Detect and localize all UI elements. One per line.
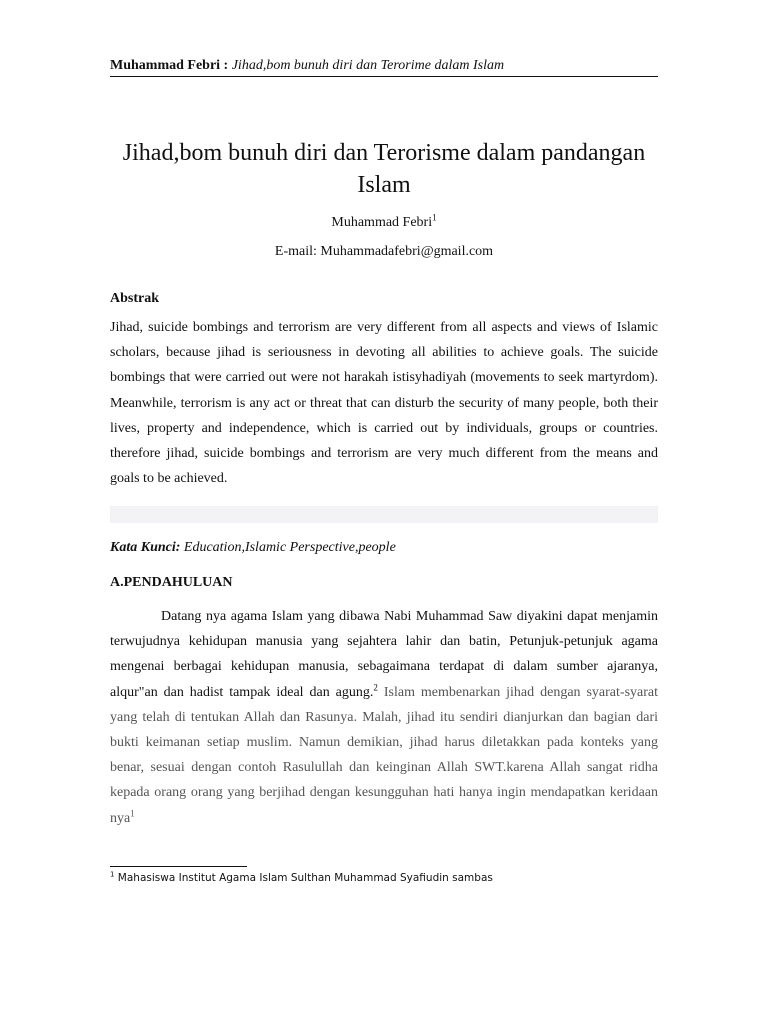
paragraph-part-2: Islam membenarkan jihad dengan syarat-syarat yang telah di tentukan Allah dan Rasunya. Malah, jihad itu sendiri dianjurkan dan bagian dari bukti keimanan setiap muslim. Namun demikian, jihad harus diletakkan pada konteks yang benar, sesuai dengan contoh Rasulullah dan keinginan Allah SWT.karena Allah sangat ridha kepada orang orang yang berjihad dengan kesungguhan hati hanya ingin mendapatkan keridaan nya: [110, 684, 658, 826]
author-email: E-mail: Muhammadafebri@gmail.com: [274, 244, 494, 259]
footnote-ref-1: 1: [130, 807, 135, 818]
keywords-label: Kata Kunci:: [110, 540, 181, 555]
paragraph-part-1: Datang nya agama Islam yang dibawa Nabi Muhammad Saw diyakini dapat menjamin terwujudnya kehidupan manusia yang sejahtera lahir dan batin, Petunjuk-petunjuk agama mengenai berbagai kehidupan manusia, sebagaimana terdapat di dalam sumber ajaranya, alqur"an dan hadist tampak ideal dan agung.: [110, 609, 658, 700]
header-rule: [110, 76, 658, 77]
keywords-value: Education,Islamic Perspective,people: [180, 540, 396, 555]
footnote-text: Mahasiswa Institut Agama Islam Sulthan Muhammad Syafiudin sambas: [114, 872, 493, 884]
header-title: Jihad,bom bunuh diri dan Terorime dalam Islam: [231, 58, 505, 73]
footnote-ref-2: 2: [373, 681, 378, 692]
author-name: Muhammad Febri: [331, 215, 433, 230]
section-heading: A.PENDAHULUAN: [110, 575, 233, 590]
footnote-rule: [110, 866, 247, 867]
footnote-mark: 1: [110, 870, 115, 879]
footnote: [110, 871, 658, 885]
keywords-line: [110, 539, 658, 557]
running-header: [110, 57, 658, 75]
abstract-text: Jihad, suicide bombings and terrorism are very different from all aspects and views of Islamic scholars, because jihad is seriousness in devoting all abilities to achieve goals. The suicide bombings that were carried out were not harakah istisyhadiyah (movements to seek martyrdom). Meanwhile, terrorism is any act or threat that can disturb the security of many people, both their lives, property and independence, which is carried out by individuals, groups or countries. therefore jihad, suicide bombings and terrorism are very much different from the means and goals to be achieved.: [110, 320, 658, 487]
author-footnote-mark: 1: [432, 212, 437, 223]
paper-title: Jihad,bom bunuh diri dan Terorisme dalam pandangan Islam: [122, 140, 646, 198]
abstract-heading: Abstrak: [110, 291, 160, 306]
author-line: [110, 214, 658, 232]
introduction-paragraph: [110, 604, 658, 831]
header-author: Muhammad Febri :: [110, 58, 229, 73]
shaded-separator: [110, 506, 658, 523]
